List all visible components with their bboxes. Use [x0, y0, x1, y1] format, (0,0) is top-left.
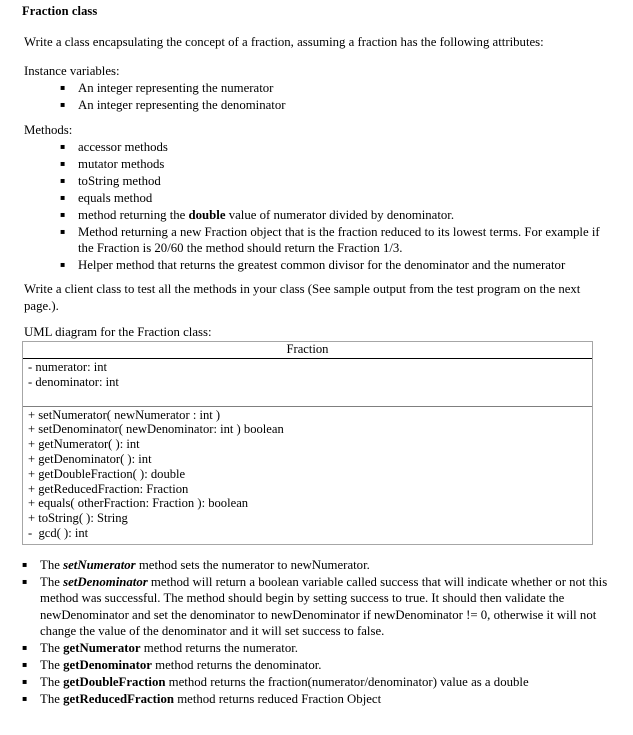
method-note-item [22, 674, 612, 690]
list-item-label: Method returning a new Fraction object that is the fraction reduced to its lowest terms. For example if the Fraction is 20/60 the method should return the Fraction 1/3. [78, 224, 603, 255]
emphasized-term: double [188, 207, 226, 222]
method-name: getDenominator [63, 657, 152, 672]
uml-attribute-row: - denominator: int [28, 374, 119, 389]
instance-variable-item [60, 80, 600, 96]
list-item-label: equals method [78, 190, 153, 205]
list-item-label: An integer representing the numerator [78, 81, 274, 95]
bullet-icon: ▪ [60, 158, 66, 168]
bullet-icon: ▪ [60, 226, 66, 236]
bullet-icon: ▪ [22, 643, 28, 653]
list-item-label: The setDenominator method will return a boolean variable called success that will indicate whether or not this method was successful. The method should begin by setting success to true. It should then validate the newDenominator and set the denominator to newDenominator if newDenominator != 0, otherwise it will not change the value of the denominator and it will set success to false. [40, 574, 611, 639]
bullet-icon: ▪ [60, 142, 66, 151]
method-name: setDenominator [63, 574, 148, 589]
uml-class-diagram [22, 341, 593, 545]
instance-variables-label: Instance variables: [24, 64, 120, 78]
instance-variable-item [60, 97, 600, 113]
bullet-icon: ▪ [22, 560, 28, 569]
list-item-label: The getDenominator method returns the denominator. [40, 657, 322, 672]
list-item-label: The getReducedFraction method returns reduced Fraction Object [40, 691, 382, 706]
method-name: getDoubleFraction [63, 674, 166, 689]
bullet-icon: ▪ [60, 259, 66, 269]
methods-list [60, 139, 615, 274]
method-item [60, 257, 615, 273]
list-item-label: toString method [78, 173, 161, 188]
uml-method-row: + getDoubleFraction( ): double [28, 466, 186, 481]
method-note-item [22, 574, 612, 640]
instance-variables-list [60, 80, 600, 114]
intro-paragraph: Write a class encapsulating the concept of a fraction, assuming a fraction has the following attributes: [24, 35, 544, 49]
uml-method-row: + equals( otherFraction: Fraction ): boolean [28, 496, 249, 511]
bullet-icon: ▪ [22, 693, 28, 703]
uml-class-name: Fraction [23, 342, 592, 359]
list-item-label: The getDoubleFraction method returns the fraction(numerator/denominator) value as a double [40, 674, 529, 689]
method-note-item [22, 691, 612, 707]
method-item [60, 139, 615, 155]
list-item-label: The getNumerator method returns the numerator. [40, 641, 299, 656]
bullet-icon: ▪ [60, 175, 66, 185]
method-item [60, 190, 615, 206]
uml-method-row: + getReducedFraction: Fraction [28, 481, 189, 496]
list-item-label: method returning the double value of numerator divided by denominator. [78, 207, 455, 222]
bullet-icon: ▪ [60, 83, 66, 92]
uml-method-row: - gcd( ): int [28, 525, 89, 540]
bullet-icon: ▪ [60, 192, 66, 202]
uml-methods-section [23, 407, 592, 544]
uml-method-row: + getDenominator( ): int [28, 451, 152, 466]
uml-method-row: + toString( ): String [28, 511, 128, 526]
page-title: Fraction class [22, 4, 98, 18]
method-name: setNumerator [63, 558, 136, 572]
bullet-icon: ▪ [22, 659, 28, 669]
method-note-item [22, 557, 612, 573]
bullet-icon: ▪ [22, 576, 28, 586]
method-item [60, 173, 615, 189]
client-class-paragraph: Write a client class to test all the methods in your class (See sample output from the test program on the next page.). [24, 282, 584, 313]
list-item-label: Helper method that returns the greatest common divisor for the denominator and the numerator [78, 257, 566, 272]
list-item-label: The setNumerator method sets the numerator to newNumerator. [40, 558, 370, 572]
list-item-label: accessor methods [78, 140, 168, 154]
bullet-icon: ▪ [60, 209, 66, 219]
method-name: getReducedFraction [63, 691, 174, 706]
method-item [60, 224, 615, 257]
method-note-item [22, 640, 612, 656]
uml-method-row: + getNumerator( ): int [28, 437, 140, 452]
method-item [60, 207, 615, 223]
list-item-label: An integer representing the denominator [78, 97, 286, 112]
method-note-item [22, 657, 612, 673]
bullet-icon: ▪ [60, 99, 66, 109]
uml-attribute-row: - numerator: int [28, 360, 108, 374]
method-item [60, 156, 615, 172]
method-notes-list [22, 557, 612, 708]
list-item-label: mutator methods [78, 156, 165, 171]
uml-method-row: + setDenominator( newDenominator: int ) boolean [28, 422, 284, 437]
method-name: getNumerator [63, 641, 141, 656]
methods-label: Methods: [24, 123, 73, 137]
uml-attributes-section [23, 359, 592, 407]
uml-diagram-label: UML diagram for the Fraction class: [24, 325, 212, 339]
uml-method-row: + setNumerator( newNumerator : int ) [28, 407, 221, 422]
bullet-icon: ▪ [22, 676, 28, 686]
